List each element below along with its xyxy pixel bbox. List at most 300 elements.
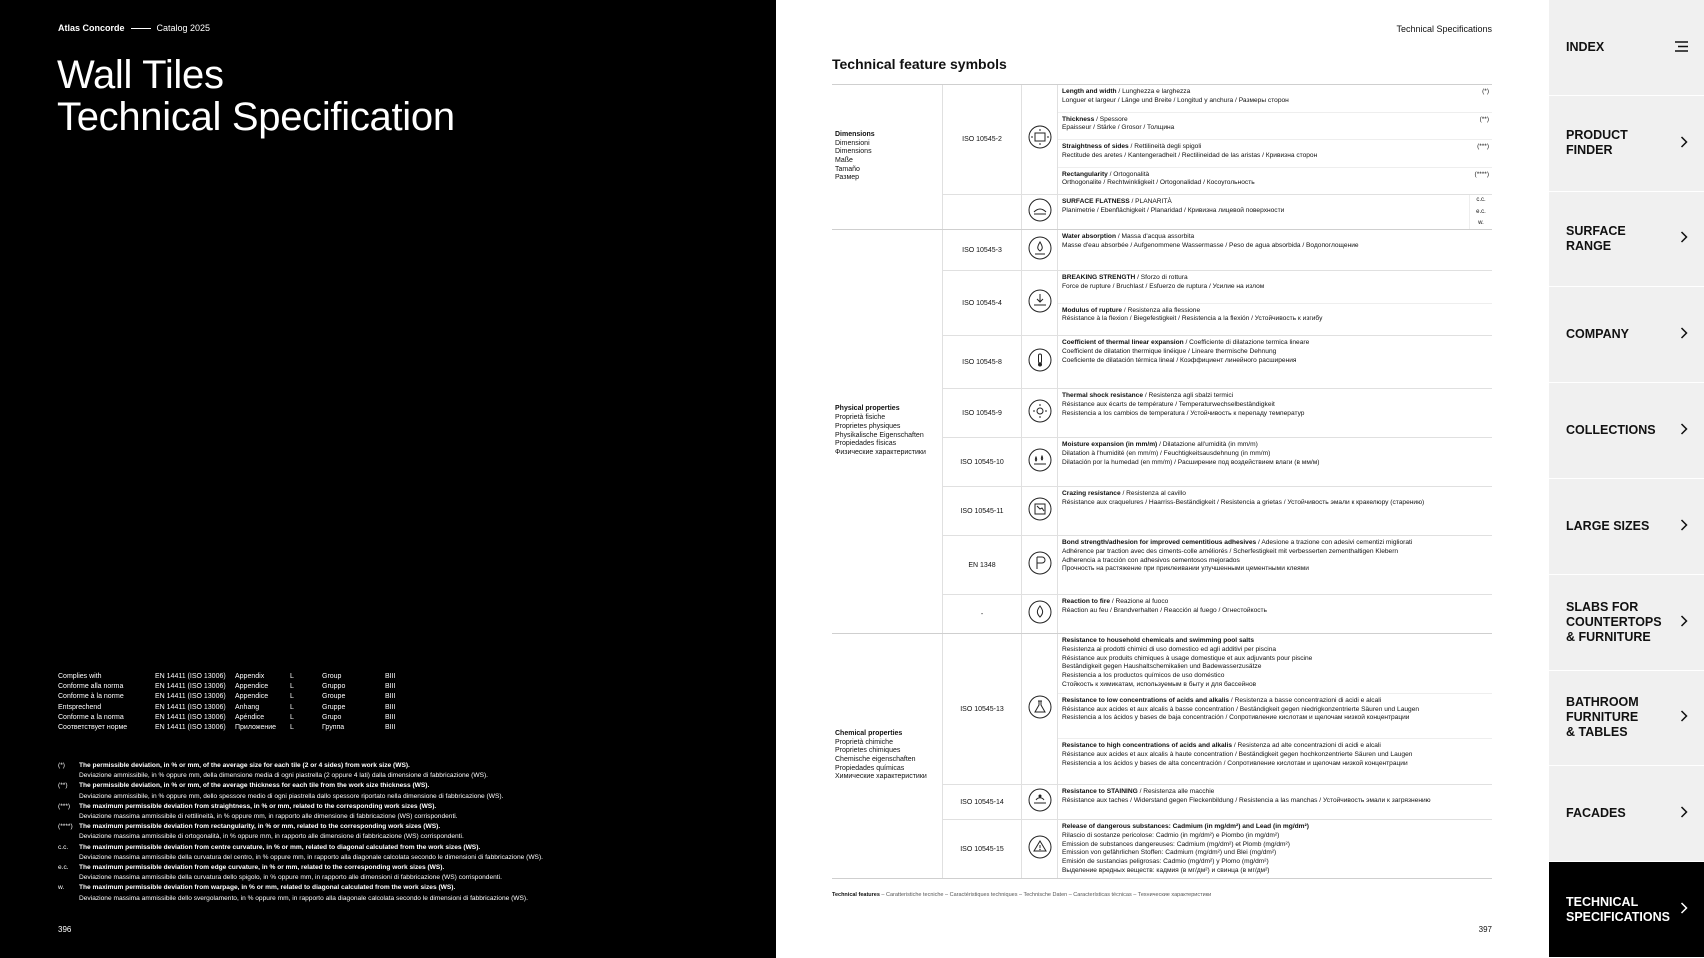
feature-translation: Beständigkeit gegen Haushaltschemikalien und Badewasserzusätze: [1062, 663, 1262, 671]
feature-title: Modulus of rupture: [1062, 306, 1123, 314]
feature-translation: Résistance aux taches / Widerstand gegen Fleckenbildung / Resistencia a las manchas / Устойчивость эмали к загрязнению: [1062, 796, 1431, 804]
icon-cell: [1021, 634, 1057, 784]
feature-item: [1058, 389, 1492, 437]
feature-list: [1057, 595, 1492, 633]
fire-reaction-icon: [1028, 600, 1052, 629]
group-label-line: Химические характеристики: [835, 773, 927, 781]
table-footer-rest: – Caratteristiche tecniche – Caractéristiques techniques – Technische Daten – Características técnicas – Технические характеристики: [879, 892, 1212, 898]
group-label-line: Chemical properties: [835, 729, 903, 737]
feature-row: [942, 784, 1492, 819]
footnote-key: (***): [58, 802, 71, 810]
sidebar-item-label: COLLECTIONS: [1566, 423, 1656, 438]
footnote-row: [58, 781, 543, 791]
flatness-marker: e.c.: [1476, 208, 1486, 215]
feature-translation: Dilatation à l'humidité (en mm/m) / Feuchtigkeitsausdehnung (in mm/m): [1062, 449, 1271, 457]
feature-translation: Résistance aux craquelures / Haarriss-Beständigkeit / Resistencia a grietas / Устойчивость эмали к кракелюру (старению): [1062, 498, 1425, 506]
iso-standard: ISO 10545-8: [942, 336, 1021, 388]
iso-standard: ISO 10545-3: [942, 230, 1021, 270]
dangerous-substances-icon: [1028, 835, 1052, 864]
feature-row: [942, 388, 1492, 437]
footnote-key-spacer: [58, 812, 79, 822]
feature-title: SURFACE FLATNESS: [1062, 198, 1130, 205]
feature-title: BREAKING STRENGTH: [1062, 274, 1136, 281]
feature-note-marker: (*): [1482, 88, 1489, 95]
breadcrumb: [58, 23, 210, 33]
sidebar-item-label: TECHNICAL SPECIFICATIONS: [1566, 894, 1670, 924]
feature-title: Water absorption: [1062, 233, 1116, 240]
feature-title-italian: / Resistenza a basse concentrazioni di acidi e alcali: [1229, 696, 1382, 704]
page-number-left: 396: [58, 925, 72, 934]
page-number-right: 397: [1478, 925, 1492, 934]
chevron-right-icon: [1680, 615, 1688, 630]
compliance-table: [58, 672, 396, 733]
footnote-row: [58, 771, 543, 781]
footnote-key-spacer: [58, 771, 79, 781]
sidebar-item-large-sizes[interactable]: [1549, 479, 1704, 575]
flatness-marker: c.c.: [1476, 197, 1486, 204]
feature-title: Crazing resistance: [1062, 490, 1121, 497]
group-rows: [942, 230, 1492, 633]
feature-title-line: [1062, 274, 1489, 283]
icon-cell: [1021, 487, 1057, 535]
feature-title: Thermal shock resistance: [1062, 392, 1143, 399]
compliance-cell: L: [290, 703, 294, 711]
iso-standard: -: [942, 595, 1021, 633]
sidebar-item-label: BATHROOM FURNITURE & TABLES: [1566, 695, 1639, 740]
compliance-cell: Group: [322, 673, 342, 680]
sidebar-item-label: COMPANY: [1566, 327, 1629, 342]
feature-translation: Emission de substances dangereuses: Cadmium (mg/dm²) et Plomb (mg/dm²): [1062, 840, 1290, 848]
catalog-name: Catalog 2025: [156, 23, 211, 33]
chevron-right-icon: [1680, 136, 1688, 151]
compliance-cell: Соответствует норме: [58, 724, 128, 732]
feature-title-italian: / Adesione a trazione con adesivi cementizi migliorati: [1256, 539, 1413, 546]
feature-list: [1057, 820, 1492, 878]
compliance-cell: Appendice: [235, 693, 269, 701]
table-footer: [832, 892, 1211, 898]
feature-title: Reaction to fire: [1062, 598, 1110, 605]
group-label-line: Tamaño: [835, 165, 860, 173]
feature-translation: Longuer et largeur / Länge und Breite / Longitud y anchura / Размеры сторон: [1062, 96, 1289, 104]
group-label-line: Chemische eigenschaften: [835, 756, 916, 763]
feature-title-line: [1062, 823, 1489, 832]
feature-item: [1058, 738, 1492, 784]
sidebar-nav: [1549, 0, 1704, 958]
feature-item: [1058, 487, 1492, 535]
group-label-line: Maße: [835, 157, 853, 164]
sidebar-item-label: PRODUCT FINDER: [1566, 128, 1628, 158]
feature-translation: Resistencia a los ácidos y bases de baja concentración / Сопротивление кислотам и щелочам низкой концентрации: [1062, 714, 1410, 722]
group-label-line: Physikalische Eigenschaften: [835, 431, 924, 439]
feature-item: [1058, 785, 1492, 819]
compliance-cell: Groupe: [322, 693, 346, 701]
compliance-cell: Appendix: [235, 673, 265, 680]
feature-title: Bond strength/adhesion for improved cementitious adhesives: [1062, 539, 1257, 546]
feature-translation: Adhérence par traction avec des ciments-colle améliorés / Scherfestigkeit mit verbesserten zementhaltigen Klebern: [1062, 547, 1399, 555]
feature-item: [1058, 85, 1492, 112]
feature-translation: Réaction au feu / Brandverhalten / Reacción al fuego / Огнестойкость: [1062, 606, 1267, 614]
title-line-2: Technical Specification: [57, 95, 455, 139]
compliance-row: [58, 723, 396, 733]
group-rows: [942, 634, 1492, 878]
title-line-1: Wall Tiles: [57, 53, 224, 97]
feature-title-line: [1062, 88, 1489, 97]
feature-title-italian: / Ortogonalità: [1107, 170, 1150, 178]
feature-title-italian: / Coefficiente di dilatazione termica lineare: [1183, 339, 1310, 346]
sidebar-item-facades[interactable]: [1549, 766, 1704, 862]
feature-translation: Стойкость к химикатам, используемым в быту и для бассейнов: [1062, 680, 1257, 688]
footnote-key-spacer: [58, 894, 79, 904]
iso-standard: ISO 10545-15: [942, 820, 1021, 878]
footnote-row: [58, 792, 543, 802]
compliance-cell: Conforme à la norme: [58, 693, 124, 701]
feature-translation: Résistance aux acides et aux alcalis à haute concentration / Beständigkeit gegen hochkonzentrierte Säuren und Laugen: [1062, 751, 1413, 759]
feature-list: [1057, 634, 1492, 784]
iso-standard: ISO 10545-13: [942, 634, 1021, 784]
feature-item: [1058, 167, 1492, 195]
feature-translation: Прочность на растяжение при приклеивании улучшенными цементными клеями: [1062, 565, 1309, 573]
feature-row: [942, 335, 1492, 388]
feature-title-line: [1062, 598, 1489, 607]
feature-translation: Resistenza ai prodotti chimici di uso domestico ed agli additivi per piscina: [1062, 645, 1277, 653]
feature-title-line: [1062, 637, 1489, 646]
chevron-right-icon: [1680, 423, 1688, 438]
footnote-english: The permissible deviation, in % or mm, of the average size for each tile (2 or 4 sides) from work size (WS).: [79, 762, 410, 769]
compliance-cell: EN 14411 (ISO 13006): [155, 713, 226, 721]
feature-title-line: [1062, 539, 1489, 548]
chevron-right-icon: [1680, 519, 1688, 534]
footnote-english: The maximum permissible deviation from edge curvature, in % or mm, related to the corresponding work sizes (WS).: [79, 864, 445, 872]
iso-standard: ISO 10545-10: [942, 438, 1021, 486]
compliance-cell: BIII: [385, 724, 396, 732]
compliance-cell: EN 14411 (ISO 13006): [155, 703, 226, 711]
feature-translation: Dilatación por la humedad (en mm/m) / Расширение под воздействием влаги (в мм/м): [1062, 458, 1320, 466]
footnote-row: [58, 873, 543, 883]
sidebar-item-product-finder[interactable]: [1549, 96, 1704, 192]
icon-cell: [1021, 438, 1057, 486]
feature-title: Resistance to low concentrations of acids and alkalis: [1062, 696, 1230, 704]
compliance-cell: Группа: [322, 724, 345, 732]
brand-name: Atlas Concorde: [58, 23, 125, 33]
compliance-cell: Entsprechend: [58, 703, 102, 711]
compliance-cell: Apéndice: [235, 713, 265, 721]
feature-translation: Emission von gefährlichen Stoffen: Cadmium (mg/dm²) und Blei (mg/dm²): [1062, 849, 1277, 857]
footnote-row: [58, 832, 543, 842]
compliance-cell: EN 14411 (ISO 13006): [155, 673, 226, 680]
iso-standard: ISO 10545-2: [942, 85, 1021, 194]
feature-title: Release of dangerous substances: Cadmium (in mg/dm²) and Lead (in mg/dm²): [1062, 823, 1309, 830]
feature-row: [942, 85, 1492, 194]
table-title: Technical feature symbols: [832, 56, 1007, 72]
feature-title-italian: / PLANARITÀ: [1129, 198, 1172, 205]
feature-translation: Force de rupture / Bruchlast / Esfuerzo de ruptura / Усилие на излом: [1062, 282, 1265, 290]
compliance-cell: Gruppo: [322, 683, 346, 691]
feature-note-marker: (****): [1474, 170, 1489, 178]
feature-item: [1058, 112, 1492, 140]
sidebar-item-company[interactable]: [1549, 287, 1704, 383]
group-label-line: Propiedades físicas: [835, 440, 897, 448]
feature-translation: Résistance à la flexion / Biegefestigkeit / Resistencia a la flexión / Устойчивость к изгибу: [1062, 315, 1323, 323]
footnote-italian: Deviazione ammissibile, in % oppure mm, della dimensione media di ogni piastrella (2 oppure 4 lati) dalla dimensione di fabbricazione (WS).: [79, 772, 489, 780]
feature-item: [1058, 634, 1492, 693]
feature-title-italian: / Resistenza alla flessione: [1122, 306, 1201, 314]
feature-row: [942, 230, 1492, 270]
feature-translation: Resistencia a los ácidos y bases de alta concentración / Сопротивление кислотам и щелочам низкой концентрации: [1062, 759, 1408, 767]
feature-title-line: [1062, 116, 1489, 125]
feature-title-italian: / Lunghezza e larghezza: [1116, 88, 1191, 95]
feature-translation: Masse d'eau absorbée / Aufgenommene Wassermasse / Peso de agua absorbida / Водопоглощение: [1062, 241, 1359, 249]
group-label-line: Физические характеристики: [835, 448, 926, 456]
compliance-cell: EN 14411 (ISO 13006): [155, 683, 226, 691]
feature-title: Resistance to household chemicals and swimming pool salts: [1062, 637, 1254, 644]
compliance-cell: BIII: [385, 673, 396, 680]
group-label-line: Proprietà chimiche: [835, 738, 893, 746]
footnote-italian: Deviazione massima ammissibile della curvatura dello spigolo, in % oppure mm, in rapporto alle dimensioni di fabbricazione (WS) corrispondenti.: [79, 874, 502, 882]
right-page: [776, 0, 1549, 958]
sidebar-item-collections[interactable]: [1549, 383, 1704, 479]
footnote-english: The maximum permissible deviation from rectangularity, in % or mm, related to the corresponding work sizes (WS).: [79, 823, 441, 831]
iso-standard: ISO 10545-11: [942, 487, 1021, 535]
chemical-resistance-icon: [1028, 695, 1052, 724]
iso-standard: ISO 10545-4: [942, 271, 1021, 335]
iso-standard: [942, 195, 1021, 229]
footnote-english: The maximum permissible deviation from centre curvature, in % or mm, related to diagonal calculated from the work sizes (WS).: [79, 843, 481, 851]
icon-cell: [1021, 271, 1057, 335]
footnotes: [58, 761, 543, 904]
feature-list: [1057, 438, 1492, 486]
compliance-row: [58, 703, 396, 713]
feature-item: [1058, 195, 1492, 229]
footnote-italian: Deviazione massima ammissibile di ortogonalità, in % oppure mm, in rapporto alle dimensione di fabbricazione (WS) corrispondenti.: [79, 833, 464, 841]
icon-cell: [1021, 230, 1057, 270]
feature-list: [1057, 536, 1492, 594]
feature-translation: Resistencia a los cambios de temperatura / Устойчивость к перепаду температур: [1062, 409, 1305, 417]
iso-standard: ISO 10545-14: [942, 785, 1021, 819]
feature-title-line: [1062, 143, 1489, 152]
thermal-expansion-icon: [1028, 348, 1052, 377]
footnote-key-spacer: [58, 792, 79, 802]
sidebar-item-index[interactable]: [1549, 0, 1704, 96]
crazing-icon: [1028, 497, 1052, 526]
group-label-line: Physical properties: [835, 405, 900, 413]
feature-row: [942, 819, 1492, 878]
feature-note-marker: (**): [1479, 115, 1489, 123]
chevron-right-icon: [1680, 710, 1688, 725]
table-group: [832, 229, 1492, 633]
sidebar-item-surface-range[interactable]: [1549, 192, 1704, 288]
feature-translation: Emisión de sustancias peligrosas: Cadmio (mg/dm²) y Plomo (mg/dm²): [1062, 858, 1269, 866]
sidebar-item-label: LARGE SIZES: [1566, 518, 1650, 533]
iso-standard: EN 1348: [942, 536, 1021, 594]
flatness-markers: [1469, 195, 1492, 229]
footnote-key: (*): [58, 762, 65, 769]
table-footer-bold: Technical features: [832, 892, 880, 898]
icon-cell: [1021, 785, 1057, 819]
footnote-key-spacer: [58, 853, 79, 863]
icon-cell: [1021, 595, 1057, 633]
footnote-key: w.: [58, 884, 65, 892]
icon-cell: [1021, 336, 1057, 388]
feature-list: [1057, 487, 1492, 535]
footnote-english: The permissible deviation, in % or mm, of the average thickness for each tile from the work size thickness (WS).: [79, 782, 430, 790]
stain-resistance-icon: [1028, 788, 1052, 817]
feature-translation: Выделение вредных веществ: кадмия (в мг/дм²) и свинца (в мг/дм²): [1062, 866, 1270, 874]
group-label-line: Propiedades químicas: [835, 764, 905, 772]
bond-strength-icon: [1028, 551, 1052, 580]
feature-translation: Adherencia a tracción con adhesivos cementosos mejorados: [1062, 556, 1240, 564]
group-label-line: Размер: [835, 174, 860, 182]
left-page: [0, 0, 776, 958]
group-rows: [942, 85, 1492, 229]
feature-title-line: [1062, 490, 1489, 499]
compliance-row: [58, 672, 396, 682]
compliance-cell: BIII: [385, 713, 396, 721]
feature-row: [942, 486, 1492, 535]
feature-row: [942, 634, 1492, 784]
feature-title: Straightness of sides: [1062, 143, 1129, 150]
footnote-italian: Deviazione massima ammissibile di rettilineità, in % oppure mm, in rapporto alle dimensione di fabbricazione (WS) corrispondenti.: [79, 813, 458, 821]
feature-list: [1057, 230, 1492, 270]
feature-row: [942, 535, 1492, 594]
feature-translation: Résistance aux acides et aux alcalis à basse concentration / Beständigkeit gegen niedrigkonzentrierte Säuren und Laugen: [1062, 705, 1420, 713]
feature-list: [1057, 336, 1492, 388]
feature-title-line: [1062, 742, 1489, 751]
feature-row: [942, 594, 1492, 633]
footnote-key-spacer: [58, 873, 79, 883]
iso-standard: ISO 10545-9: [942, 389, 1021, 437]
feature-item: [1058, 303, 1492, 336]
feature-item: [1058, 336, 1492, 388]
footnote-row: [58, 853, 543, 863]
tile-dimension-icon: [1028, 125, 1052, 154]
feature-title-line: [1062, 171, 1489, 180]
feature-title: Resistance to STAINING: [1062, 788, 1138, 795]
footnote-key: e.c.: [58, 864, 69, 872]
feature-translation: Epaisseur / Stärke / Grosor / Толщина: [1062, 124, 1175, 132]
feature-row: [942, 194, 1492, 229]
footnote-english: The maximum permissible deviation from straightness, in % or mm, related to the corresponding work sizes (WS).: [79, 802, 437, 810]
group-label-line: Proprietà fisiche: [835, 414, 886, 422]
feature-item: [1058, 536, 1492, 594]
feature-title-italian: / Reazione al fuoco: [1110, 598, 1169, 605]
icon-cell: [1021, 85, 1057, 194]
group-label-line: Dimensions: [835, 148, 872, 156]
compliance-cell: L: [290, 724, 294, 732]
feature-title-italian: / Resistenza agli sbalzi termici: [1143, 392, 1234, 399]
compliance-cell: Gruppe: [322, 703, 346, 711]
feature-title: Length and width: [1062, 88, 1117, 95]
icon-cell: [1021, 820, 1057, 878]
compliance-cell: BIII: [385, 693, 396, 701]
sidebar-item-label: SURFACE RANGE: [1566, 223, 1626, 253]
footnote-key: c.c.: [58, 843, 69, 851]
feature-title-line: [1062, 788, 1489, 797]
feature-title-line: [1062, 307, 1489, 316]
group-label-line: Proprietes chimiques: [835, 747, 901, 755]
feature-translation: Orthogonalite / Rechtwinkligkeit / Ortogonalidad / Косоугольность: [1062, 179, 1255, 187]
footnote-key-spacer: [58, 832, 79, 842]
group-label: [832, 634, 942, 878]
footnote-row: [58, 812, 543, 822]
footnote-row: [58, 883, 543, 893]
feature-title: Coefficient of thermal linear expansion: [1062, 339, 1184, 346]
table-group: [832, 633, 1492, 878]
group-label-line: Dimensioni: [835, 139, 870, 147]
footnote-key: (****): [58, 823, 73, 831]
footnote-row: [58, 863, 543, 873]
footnote-italian: Deviazione massima ammissibile dello svergolamento, in % oppure mm, in rapporto alla diagonale calcolata secondo le dimensioni di fabbricazione (WS).: [79, 894, 528, 902]
footnote-row: [58, 894, 543, 904]
group-label-line: Proprietes physiques: [835, 422, 901, 430]
compliance-cell: EN 14411 (ISO 13006): [155, 693, 226, 701]
water-absorption-icon: [1028, 236, 1052, 265]
feature-title-line: [1062, 198, 1466, 207]
compliance-cell: L: [290, 713, 294, 721]
icon-cell: [1021, 389, 1057, 437]
technical-feature-table: [832, 84, 1492, 879]
compliance-cell: Conforme alla norma: [58, 683, 124, 691]
feature-title-italian: / Resistenza al cavillo: [1120, 490, 1186, 497]
sidebar-item-slabs-for-countertops-furniture[interactable]: [1549, 575, 1704, 671]
breadcrumb-divider: [131, 28, 151, 29]
feature-item: [1058, 438, 1492, 486]
footnote-row: [58, 802, 543, 812]
section-header: Technical Specifications: [1396, 24, 1492, 34]
sidebar-item-bathroom-furniture-tables[interactable]: [1549, 671, 1704, 767]
footnote-key: (**): [58, 782, 68, 790]
feature-list: [1057, 271, 1492, 335]
feature-title: Resistance to high concentrations of acids and alkalis: [1062, 742, 1233, 750]
feature-title-line: [1062, 441, 1489, 450]
compliance-row: [58, 682, 396, 692]
compliance-cell: EN 14411 (ISO 13006): [155, 724, 226, 732]
chevron-right-icon: [1680, 327, 1688, 342]
feature-list: [1057, 389, 1492, 437]
feature-item: [1058, 595, 1492, 633]
compliance-cell: BIII: [385, 703, 396, 711]
feature-title-italian: / Resistenza alle macchie: [1137, 788, 1215, 795]
sidebar-item-technical-specifications[interactable]: [1549, 862, 1704, 958]
feature-item: [1058, 820, 1492, 879]
feature-title: Rectangularity: [1062, 170, 1108, 178]
compliance-cell: Grupo: [322, 713, 342, 721]
icon-cell: [1021, 536, 1057, 594]
feature-row: [942, 270, 1492, 335]
sidebar-item-label: INDEX: [1566, 39, 1605, 54]
feature-item: [1058, 139, 1492, 167]
page-title: [57, 54, 455, 138]
compliance-row: [58, 692, 396, 702]
breaking-strength-icon: [1028, 289, 1052, 318]
compliance-cell: Appendice: [235, 683, 269, 691]
feature-title-line: [1062, 339, 1489, 348]
flatness-marker: w.: [1478, 219, 1484, 226]
feature-title: Thickness: [1062, 115, 1095, 123]
feature-title: Moisture expansion (in mm/m): [1062, 441, 1158, 448]
feature-note-marker: (***): [1477, 143, 1489, 150]
feature-translation: Résistance aux produits chimiques à usage domestique et aux adjuvants pour piscine: [1062, 654, 1313, 662]
sidebar-item-label: SLABS FOR COUNTERTOPS & FURNITURE: [1566, 599, 1662, 644]
feature-title-italian: / Resistenza ad alte concentrazioni di acidi e alcali: [1232, 742, 1381, 750]
feature-title-italian: / Spessore: [1094, 115, 1128, 123]
chevron-right-icon: [1680, 902, 1688, 917]
surface-flatness-icon: [1028, 198, 1052, 227]
footnote-italian: Deviazione massima ammissibile della curvatura del centro, in % oppure mm, in rapporto alla diagonale calcolata secondo le dimensioni di fabbricazione (WS).: [79, 853, 543, 861]
compliance-cell: L: [290, 683, 294, 691]
icon-cell: [1021, 195, 1057, 229]
group-label: [832, 85, 942, 229]
footnote-english: The maximum permissible deviation from warpage, in % or mm, related to diagonal calculated from the work sizes (WS).: [79, 884, 456, 892]
